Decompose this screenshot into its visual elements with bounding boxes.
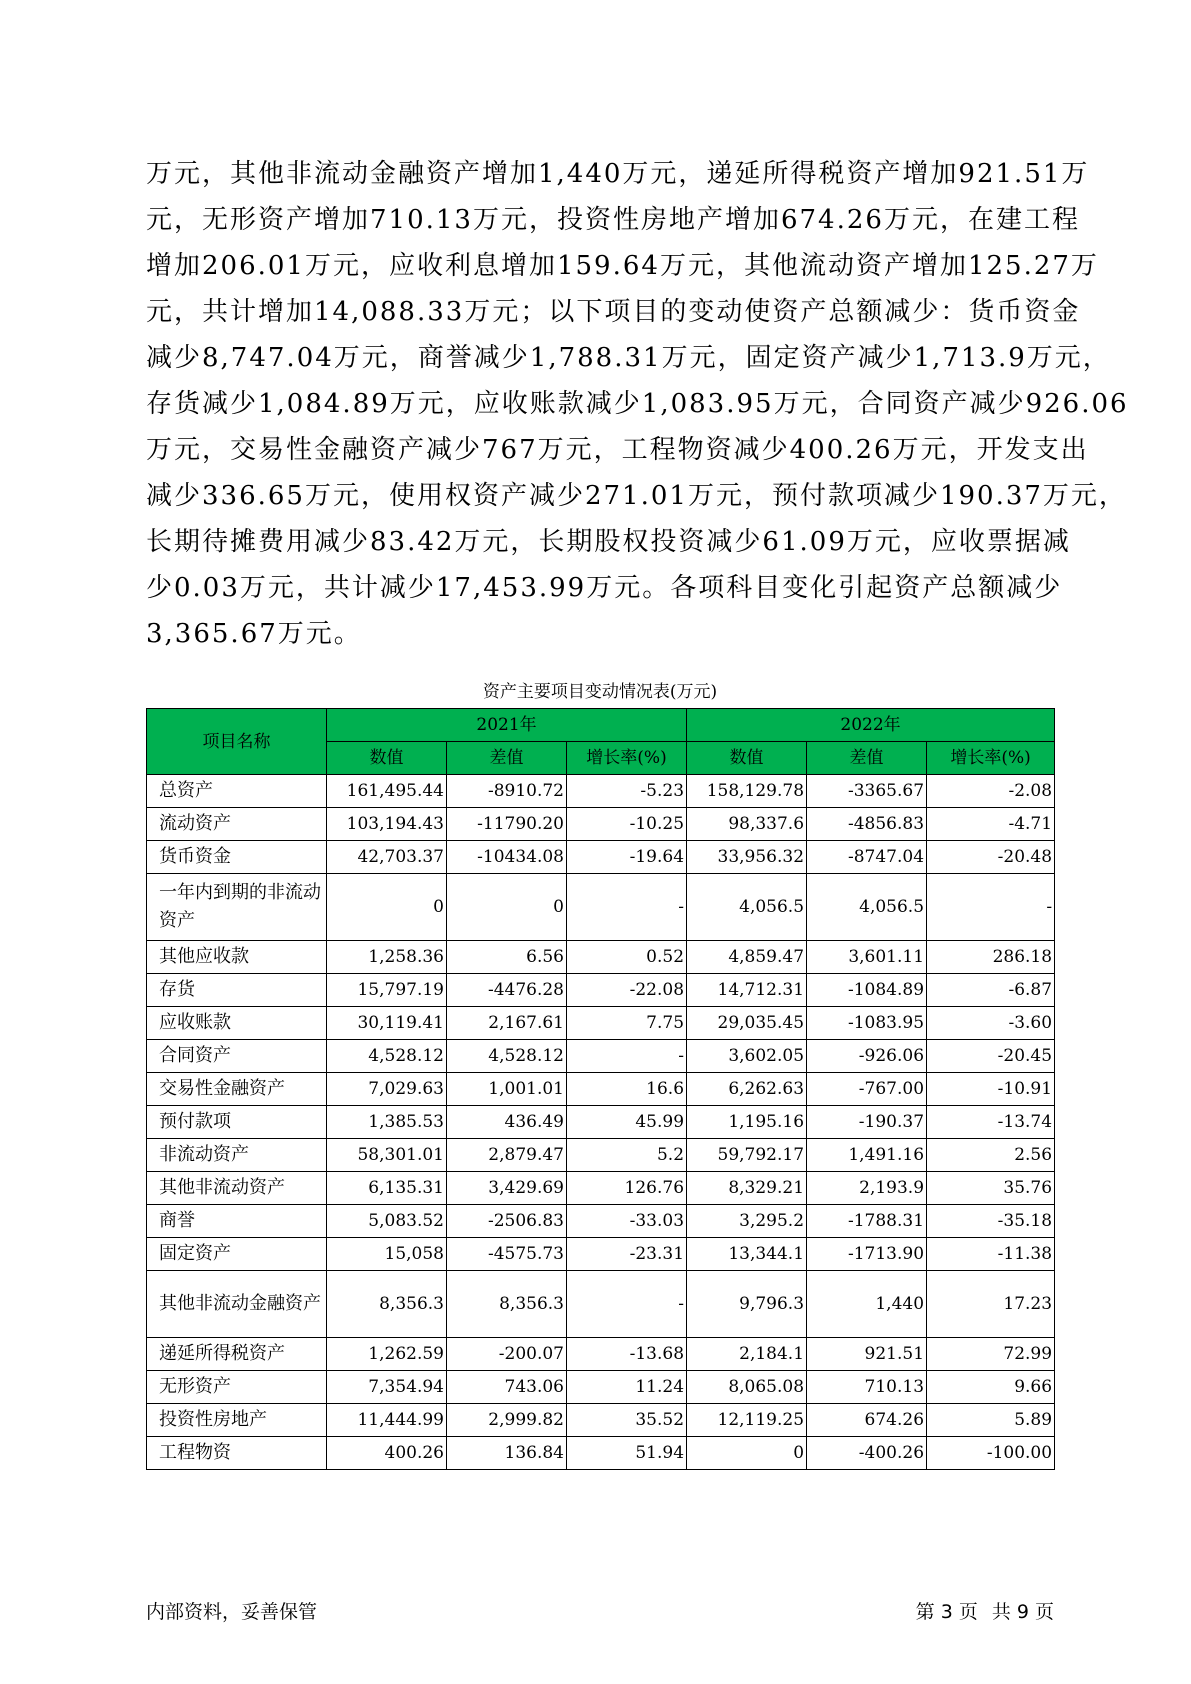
row-item-name: 应收账款 — [147, 1007, 327, 1040]
paragraph-line: 增加206.01万元，应收利息增加159.64万元，其他流动资产增加125.27万 — [146, 251, 1099, 281]
cell-difference-2021: 4,528.12 — [447, 1040, 567, 1073]
body-paragraph — [146, 151, 1129, 657]
cell-difference-2021: 0 — [447, 874, 567, 941]
cell-growth-rate-2022: -20.48 — [927, 841, 1055, 874]
row-item-name: 合同资产 — [147, 1040, 327, 1073]
cell-growth-rate-2022: 35.76 — [927, 1172, 1055, 1205]
cell-value-2021: 30,119.41 — [327, 1007, 447, 1040]
cell-growth-rate-2022: 72.99 — [927, 1338, 1055, 1371]
cell-difference-2021: -200.07 — [447, 1338, 567, 1371]
table-caption: 资产主要项目变动情况表(万元) — [482, 682, 718, 702]
cell-value-2022: 59,792.17 — [687, 1139, 807, 1172]
row-item-name: 流动资产 — [147, 808, 327, 841]
table-row — [147, 775, 1055, 808]
cell-growth-rate-2022: 286.18 — [927, 941, 1055, 974]
row-item-name: 存货 — [147, 974, 327, 1007]
cell-growth-rate-2022: -13.74 — [927, 1106, 1055, 1139]
cell-growth-rate-2022: 17.23 — [927, 1271, 1055, 1338]
cell-value-2021: 103,194.43 — [327, 808, 447, 841]
cell-difference-2021: 2,167.61 — [447, 1007, 567, 1040]
paragraph-line: 万元，交易性金融资产减少767万元，工程物资减少400.26万元，开发支出 — [146, 435, 1089, 465]
cell-value-2021: 15,797.19 — [327, 974, 447, 1007]
cell-value-2021: 8,356.3 — [327, 1271, 447, 1338]
cell-growth-rate-2022: -20.45 — [927, 1040, 1055, 1073]
cell-difference-2021: -4476.28 — [447, 974, 567, 1007]
row-item-name: 投资性房地产 — [147, 1404, 327, 1437]
cell-value-2022: 12,119.25 — [687, 1404, 807, 1437]
header-value: 数值 — [327, 742, 447, 775]
table-row — [147, 1205, 1055, 1238]
cell-difference-2022: -1083.95 — [807, 1007, 927, 1040]
row-item-name: 非流动资产 — [147, 1139, 327, 1172]
cell-value-2021: 4,528.12 — [327, 1040, 447, 1073]
cell-value-2022: 0 — [687, 1437, 807, 1470]
cell-growth-rate-2021: 5.2 — [567, 1139, 687, 1172]
cell-difference-2021: -2506.83 — [447, 1205, 567, 1238]
paragraph-line: 减少8,747.04万元，商誉减少1,788.31万元，固定资产减少1,713.9万元， — [146, 343, 1111, 373]
cell-value-2022: 3,602.05 — [687, 1040, 807, 1073]
cell-difference-2022: -4856.83 — [807, 808, 927, 841]
cell-growth-rate-2022: -2.08 — [927, 775, 1055, 808]
cell-value-2022: 29,035.45 — [687, 1007, 807, 1040]
table-row — [147, 1106, 1055, 1139]
cell-difference-2021: 2,879.47 — [447, 1139, 567, 1172]
cell-growth-rate-2022: - — [927, 874, 1055, 941]
cell-difference-2022: -926.06 — [807, 1040, 927, 1073]
cell-value-2021: 11,444.99 — [327, 1404, 447, 1437]
table-row — [147, 974, 1055, 1007]
cell-difference-2021: 136.84 — [447, 1437, 567, 1470]
cell-value-2021: 58,301.01 — [327, 1139, 447, 1172]
paragraph-line: 元，共计增加14,088.33万元；以下项目的变动使资产总额减少：货币资金 — [146, 297, 1081, 327]
table-row — [147, 808, 1055, 841]
table-body — [147, 775, 1055, 1470]
asset-change-table — [146, 708, 1055, 1470]
table-row — [147, 1007, 1055, 1040]
cell-value-2021: 7,029.63 — [327, 1073, 447, 1106]
cell-growth-rate-2021: -33.03 — [567, 1205, 687, 1238]
table-row — [147, 1437, 1055, 1470]
cell-growth-rate-2021: -23.31 — [567, 1238, 687, 1271]
cell-value-2021: 161,495.44 — [327, 775, 447, 808]
cell-growth-rate-2022: -35.18 — [927, 1205, 1055, 1238]
cell-difference-2021: 2,999.82 — [447, 1404, 567, 1437]
cell-growth-rate-2022: -4.71 — [927, 808, 1055, 841]
cell-value-2022: 4,056.5 — [687, 874, 807, 941]
table-row — [147, 941, 1055, 974]
cell-value-2022: 4,859.47 — [687, 941, 807, 974]
cell-difference-2022: -1788.31 — [807, 1205, 927, 1238]
cell-growth-rate-2022: 5.89 — [927, 1404, 1055, 1437]
cell-growth-rate-2021: -5.23 — [567, 775, 687, 808]
cell-difference-2021: -8910.72 — [447, 775, 567, 808]
table-row — [147, 1371, 1055, 1404]
row-item-name: 货币资金 — [147, 841, 327, 874]
cell-difference-2021: 3,429.69 — [447, 1172, 567, 1205]
cell-difference-2021: 6.56 — [447, 941, 567, 974]
cell-value-2021: 42,703.37 — [327, 841, 447, 874]
cell-growth-rate-2022: 2.56 — [927, 1139, 1055, 1172]
cell-growth-rate-2021: - — [567, 874, 687, 941]
cell-growth-rate-2022: -100.00 — [927, 1437, 1055, 1470]
cell-difference-2021: -10434.08 — [447, 841, 567, 874]
row-item-name: 总资产 — [147, 775, 327, 808]
cell-growth-rate-2021: 35.52 — [567, 1404, 687, 1437]
cell-value-2021: 400.26 — [327, 1437, 447, 1470]
header-difference: 差值 — [807, 742, 927, 775]
header-year-2021: 2021年 — [327, 709, 687, 742]
cell-value-2021: 5,083.52 — [327, 1205, 447, 1238]
cell-difference-2021: 1,001.01 — [447, 1073, 567, 1106]
row-item-name: 预付款项 — [147, 1106, 327, 1139]
cell-growth-rate-2021: -22.08 — [567, 974, 687, 1007]
page-current: 第 3 页 — [915, 1601, 978, 1623]
cell-value-2022: 3,295.2 — [687, 1205, 807, 1238]
cell-growth-rate-2021: 16.6 — [567, 1073, 687, 1106]
row-item-name: 递延所得税资产 — [147, 1338, 327, 1371]
cell-value-2021: 15,058 — [327, 1238, 447, 1271]
cell-difference-2022: 3,601.11 — [807, 941, 927, 974]
cell-difference-2022: 921.51 — [807, 1338, 927, 1371]
table-row — [147, 1172, 1055, 1205]
cell-difference-2022: -1084.89 — [807, 974, 927, 1007]
cell-growth-rate-2021: 126.76 — [567, 1172, 687, 1205]
cell-value-2022: 158,129.78 — [687, 775, 807, 808]
cell-difference-2022: -400.26 — [807, 1437, 927, 1470]
cell-value-2022: 13,344.1 — [687, 1238, 807, 1271]
cell-difference-2022: -190.37 — [807, 1106, 927, 1139]
paragraph-line: 万元，其他非流动金融资产增加1,440万元，递延所得税资产增加921.51万 — [146, 159, 1090, 189]
row-item-name: 无形资产 — [147, 1371, 327, 1404]
table-row — [147, 841, 1055, 874]
cell-value-2021: 7,354.94 — [327, 1371, 447, 1404]
paragraph-line: 3,365.67万元。 — [146, 619, 362, 649]
cell-difference-2022: 2,193.9 — [807, 1172, 927, 1205]
cell-growth-rate-2021: -19.64 — [567, 841, 687, 874]
table-row — [147, 1404, 1055, 1437]
cell-growth-rate-2022: -11.38 — [927, 1238, 1055, 1271]
row-item-name: 交易性金融资产 — [147, 1073, 327, 1106]
cell-value-2021: 6,135.31 — [327, 1172, 447, 1205]
table-row — [147, 1040, 1055, 1073]
cell-value-2022: 14,712.31 — [687, 974, 807, 1007]
cell-growth-rate-2021: -10.25 — [567, 808, 687, 841]
cell-value-2022: 98,337.6 — [687, 808, 807, 841]
paragraph-line: 减少336.65万元，使用权资产减少271.01万元，预付款项减少190.37万元， — [146, 481, 1127, 511]
footer-page-number — [916, 1597, 1054, 1624]
cell-value-2022: 8,329.21 — [687, 1172, 807, 1205]
header-row-years — [147, 709, 1055, 742]
header-year-2022: 2022年 — [687, 709, 1055, 742]
cell-growth-rate-2022: -10.91 — [927, 1073, 1055, 1106]
cell-value-2021: 1,262.59 — [327, 1338, 447, 1371]
paragraph-line: 元，无形资产增加710.13万元，投资性房地产增加674.26万元，在建工程 — [146, 205, 1080, 235]
cell-value-2022: 9,796.3 — [687, 1271, 807, 1338]
row-item-name: 其他非流动金融资产 — [147, 1271, 327, 1338]
cell-difference-2022: 674.26 — [807, 1404, 927, 1437]
cell-difference-2021: 8,356.3 — [447, 1271, 567, 1338]
cell-value-2022: 8,065.08 — [687, 1371, 807, 1404]
footer-confidential-note: 内部资料，妥善保管 — [146, 1601, 318, 1623]
table-row — [147, 1238, 1055, 1271]
table-row — [147, 1271, 1055, 1338]
paragraph-line: 存货减少1,084.89万元，应收账款减少1,083.95万元，合同资产减少926.06 — [146, 389, 1129, 419]
table-row — [147, 874, 1055, 941]
row-item-name: 其他非流动资产 — [147, 1172, 327, 1205]
cell-difference-2022: -767.00 — [807, 1073, 927, 1106]
cell-value-2022: 33,956.32 — [687, 841, 807, 874]
paragraph-line: 长期待摊费用减少83.42万元，长期股权投资减少61.09万元，应收票据减 — [146, 527, 1071, 557]
header-growth-rate: 增长率(%) — [927, 742, 1055, 775]
paragraph-line: 少0.03万元，共计减少17,453.99万元。各项科目变化引起资产总额减少 — [146, 573, 1063, 603]
row-item-name: 工程物资 — [147, 1437, 327, 1470]
table-row — [147, 1073, 1055, 1106]
cell-growth-rate-2021: 7.75 — [567, 1007, 687, 1040]
header-item-name: 项目名称 — [147, 709, 327, 775]
header-growth-rate: 增长率(%) — [567, 742, 687, 775]
table-row — [147, 1139, 1055, 1172]
cell-difference-2022: 710.13 — [807, 1371, 927, 1404]
cell-difference-2022: 4,056.5 — [807, 874, 927, 941]
cell-growth-rate-2021: -13.68 — [567, 1338, 687, 1371]
cell-growth-rate-2021: 0.52 — [567, 941, 687, 974]
cell-difference-2022: -1713.90 — [807, 1238, 927, 1271]
header-difference: 差值 — [447, 742, 567, 775]
row-item-name: 一年内到期的非流动资产 — [147, 874, 327, 941]
cell-growth-rate-2021: - — [567, 1271, 687, 1338]
cell-value-2022: 2,184.1 — [687, 1338, 807, 1371]
cell-growth-rate-2022: 9.66 — [927, 1371, 1055, 1404]
cell-value-2022: 6,262.63 — [687, 1073, 807, 1106]
cell-difference-2022: 1,440 — [807, 1271, 927, 1338]
cell-difference-2022: -3365.67 — [807, 775, 927, 808]
cell-value-2022: 1,195.16 — [687, 1106, 807, 1139]
cell-difference-2021: 743.06 — [447, 1371, 567, 1404]
cell-difference-2021: -11790.20 — [447, 808, 567, 841]
header-value: 数值 — [687, 742, 807, 775]
cell-growth-rate-2022: -6.87 — [927, 974, 1055, 1007]
cell-difference-2022: 1,491.16 — [807, 1139, 927, 1172]
table-row — [147, 1338, 1055, 1371]
cell-value-2021: 1,258.36 — [327, 941, 447, 974]
cell-growth-rate-2021: 51.94 — [567, 1437, 687, 1470]
cell-value-2021: 0 — [327, 874, 447, 941]
cell-growth-rate-2021: - — [567, 1040, 687, 1073]
cell-growth-rate-2021: 11.24 — [567, 1371, 687, 1404]
cell-value-2021: 1,385.53 — [327, 1106, 447, 1139]
page-total: 共 9 页 — [991, 1601, 1054, 1623]
row-item-name: 商誉 — [147, 1205, 327, 1238]
row-item-name: 固定资产 — [147, 1238, 327, 1271]
cell-growth-rate-2021: 45.99 — [567, 1106, 687, 1139]
row-item-name: 其他应收款 — [147, 941, 327, 974]
cell-difference-2021: -4575.73 — [447, 1238, 567, 1271]
cell-growth-rate-2022: -3.60 — [927, 1007, 1055, 1040]
cell-difference-2021: 436.49 — [447, 1106, 567, 1139]
cell-difference-2022: -8747.04 — [807, 841, 927, 874]
